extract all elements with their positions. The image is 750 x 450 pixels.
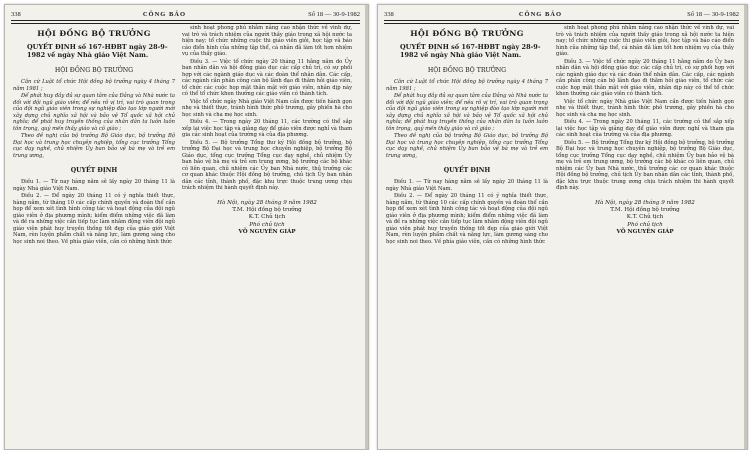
issue-number: Số 18 — 30-9-1982 xyxy=(687,10,739,18)
article-2: Điều 2. — Để ngày 20 tháng 11 có ý nghĩa thiết thực, hàng năm, từ tháng 10 các cấp chính quyền và đoàn thể cần họp để xem xét tình hình công tác và hoạt động của đội ngũ giáo viên ở địa phương mình; kiểm điểm những việc đã làm và đề ra những việc cần tiếp tục làm nhằm động viên đội ngũ giáo viên phát huy truyền thống tốt đẹp của giáo giới Việt Nam, rèn luyện phẩm chất và năng lực, làm gương sáng cho học sinh noi theo. Về phía giáo viên, cần có những hình thức xyxy=(13,193,175,245)
text-column-right xyxy=(556,25,734,237)
signatory-name: VÕ NGUYÊN GIÁP xyxy=(238,229,296,236)
text-column-left xyxy=(13,25,175,246)
preamble-paragraph-1: Để phát huy đầy đủ sự quan tâm của Đảng và Nhà nước ta đối với đội ngũ giáo viên; để nêu rõ vị trí, vai trò quan trọng của đội ngũ giáo viên trong sự nghiệp đào tạo lớp người mới xây dựng chủ nghĩa xã hội và bảo vệ Tổ quốc xã hội chủ nghĩa; để phát huy truyền thống của nhân dân ta luôn luôn tôn trọng, quý mến thầy giáo và cô giáo ; xyxy=(13,93,175,132)
article-2-continued: sinh hoạt phong phú nhằm nâng cao nhận thức về vinh dự, vai trò và trách nhiệm của người thầy giáo trong xã hội nước ta hiện nay; tổ chức những cuộc thi giáo viên giỏi, học tập và báo cáo điển hình của những tập thể, cá nhân đã làm tốt hơn nhiệm vụ của thầy giáo. xyxy=(556,25,734,57)
decides-heading: QUYẾT ĐỊNH xyxy=(70,167,118,174)
signature-role: K.T. Chủ tịch xyxy=(248,214,286,221)
page-number: 338 xyxy=(384,10,394,18)
page-number: 338 xyxy=(11,10,21,18)
page-header xyxy=(11,8,360,20)
gazette-page-right xyxy=(377,4,748,450)
header-rule xyxy=(384,20,739,24)
page-edge xyxy=(744,5,747,449)
gazette-page-left xyxy=(4,4,369,450)
signature-place-date: Hà Nội, ngày 28 tháng 9 năm 1982 xyxy=(595,199,695,206)
article-5: Điều 5. — Bộ trưởng Tổng thư ký Hội đồng bộ trưởng, bộ trưởng Bộ Đại học và trung học chuyên nghiệp, bộ trưởng Bộ Giáo dục, tổng cục trưởng Tổng cục dạy nghề, chủ nhiệm Ủy ban bảo vệ bà mẹ và trẻ em trung ương, bộ trưởng các bộ khác có liên quan, chủ nhiệm các Ủy ban Nhà nước, thủ trưởng các cơ quan khác thuộc Hội đồng bộ trưởng, chủ tịch Ủy ban nhân dân các tỉnh, thành phố, đặc khu trực thuộc trung ương chịu trách nhiệm thi hành quyết định này. xyxy=(556,139,734,191)
preamble-law: Căn cứ Luật tổ chức Hội đồng bộ trưởng ngày 4 tháng 7 năm 1981 ; xyxy=(13,79,175,92)
decision-title: QUYẾT ĐỊNH số 167-HĐBT ngày 28-9-1982 về ngày Nhà giáo Việt Nam. xyxy=(400,43,541,59)
decision-title: QUYẾT ĐỊNH số 167-HĐBT ngày 28-9-1982 về ngày Nhà giáo Việt Nam. xyxy=(27,43,168,59)
signature-body: T.M. Hội đồng bộ trưởng xyxy=(610,206,680,213)
signature-role: K.T. Chủ tịch xyxy=(626,214,664,221)
signature-title: Phó chủ tịch xyxy=(249,221,285,228)
signature-block xyxy=(556,200,734,237)
org-title: HỘI ĐỒNG BỘ TRƯỞNG xyxy=(37,29,151,38)
article-3-continued: Việc tổ chức ngày Nhà giáo Việt Nam cần được tiến hành gọn nhẹ và thiết thực, tránh hình thức phô trương, gây phiền hà cho học sinh và cha mẹ học sinh. xyxy=(182,98,352,118)
gazette-title: CÔNG BÁO xyxy=(142,10,187,18)
page-header xyxy=(384,8,739,20)
preamble-paragraph-1: Để phát huy đầy đủ sự quan tâm của Đảng và Nhà nước ta đối với đội ngũ giáo viên; để nêu rõ vị trí, vai trò quan trọng của đội ngũ giáo viên trong sự nghiệp đào tạo lớp người mới xây dựng chủ nghĩa xã hội và bảo vệ Tổ quốc xã hội chủ nghĩa; để phát huy truyền thống của nhân dân ta luôn luôn tôn trọng, quý mến thầy giáo và cô giáo ; xyxy=(386,93,548,132)
body-heading: HỘI ĐỒNG BỘ TRƯỞNG xyxy=(427,67,507,74)
signature-block xyxy=(182,200,352,237)
text-column-left xyxy=(386,25,548,246)
gazette-title: CÔNG BÁO xyxy=(518,10,563,18)
preamble-paragraph-2: Theo đề nghị của bộ trưởng Bộ Giáo dục, bộ trưởng Bộ Đại học và trung học chuyên nghiệp, tổng cục trưởng Tổng cục dạy nghề, chủ nhiệm Ủy ban bảo vệ bà mẹ và trẻ em trung ương, xyxy=(13,133,175,159)
preamble-law: Căn cứ Luật tổ chức Hội đồng bộ trưởng ngày 4 tháng 7 năm 1981 ; xyxy=(386,79,548,92)
page-edge xyxy=(365,5,368,449)
signatory-name: VÕ NGUYÊN GIÁP xyxy=(616,229,674,236)
preamble-paragraph-2: Theo đề nghị của bộ trưởng Bộ Giáo dục, bộ trưởng Bộ Đại học và trung học chuyên nghiệp, tổng cục trưởng Tổng cục dạy nghề, chủ nhiệm Ủy ban bảo vệ bà mẹ và trẻ em trung ương, xyxy=(386,133,548,159)
article-4: Điều 4. — Trong ngày 20 tháng 11, các trường có thể sắp xếp lại việc học tập và giảng dạy để giáo viên được nghỉ và tham gia các sinh hoạt của trường và của địa phương. xyxy=(556,119,734,138)
article-1: Điều 1. — Từ nay hàng năm sẽ lấy ngày 20 tháng 11 là ngày Nhà giáo Việt Nam. xyxy=(386,179,548,192)
issue-number: Số 18 — 30-9-1982 xyxy=(308,10,360,18)
body-heading: HỘI ĐỒNG BỘ TRƯỞNG xyxy=(54,67,134,74)
signature-body: T.M. Hội đồng bộ trưởng xyxy=(232,206,302,213)
article-2-continued: sinh hoạt phong phú nhằm nâng cao nhận thức về vinh dự, vai trò và trách nhiệm của người thầy giáo trong xã hội nước ta hiện nay; tổ chức những cuộc thi giáo viên giỏi, học tập và báo cáo điển hình của những tập thể, cá nhân đã làm tốt hơn nhiệm vụ của thầy giáo. xyxy=(182,25,352,57)
header-rule xyxy=(11,20,360,24)
org-title: HỘI ĐỒNG BỘ TRƯỞNG xyxy=(410,29,524,38)
signature-title: Phó chủ tịch xyxy=(627,221,663,228)
article-1: Điều 1. — Từ nay hàng năm sẽ lấy ngày 20 tháng 11 là ngày Nhà giáo Việt Nam. xyxy=(13,179,175,192)
text-column-right xyxy=(182,25,352,237)
article-5: Điều 5. — Bộ trưởng Tổng thư ký Hội đồng bộ trưởng, bộ trưởng Bộ Đại học và trung học chuyên nghiệp, bộ trưởng Bộ Giáo dục, tổng cục trưởng Tổng cục dạy nghề, chủ nhiệm Ủy ban bảo vệ bà mẹ và trẻ em trung ương, bộ trưởng các bộ khác có liên quan, chủ nhiệm các Ủy ban Nhà nước, thủ trưởng các cơ quan khác thuộc Hội đồng bộ trưởng, chủ tịch Ủy ban nhân dân các tỉnh, thành phố, đặc khu trực thuộc trung ương chịu trách nhiệm thi hành quyết định này. xyxy=(182,139,352,191)
article-4: Điều 4. — Trong ngày 20 tháng 11, các trường có thể sắp xếp lại việc học tập và giảng dạy để giáo viên được nghỉ và tham gia các sinh hoạt của trường và của địa phương. xyxy=(182,119,352,138)
article-3: Điều 3. — Việc tổ chức ngày 20 tháng 11 hằng năm do Ủy ban nhân dân và hội đồng giáo dục các cấp chủ trì, có sự phối hợp với các ngành giáo dục và các đoàn thể nhân dân. Các cấp, các ngành cần phân công cán bộ lãnh đạo đi thăm hỏi giáo viên, tổ chức các cuộc họp mặt thân mật với giáo viên, nhân dịp này có thể tổ chức khen thưởng các giáo viên có thành tích. xyxy=(182,58,352,97)
signature-place-date: Hà Nội, ngày 28 tháng 9 năm 1982 xyxy=(217,199,317,206)
article-3-continued: Việc tổ chức ngày Nhà giáo Việt Nam cần được tiến hành gọn nhẹ và thiết thực, tránh hình thức phô trương, gây phiền hà cho học sinh và cha mẹ học sinh. xyxy=(556,98,734,118)
decides-heading: QUYẾT ĐỊNH xyxy=(443,167,491,174)
article-2: Điều 2. — Để ngày 20 tháng 11 có ý nghĩa thiết thực, hàng năm, từ tháng 10 các cấp chính quyền và đoàn thể cần họp để xem xét tình hình công tác và hoạt động của đội ngũ giáo viên ở địa phương mình; kiểm điểm những việc đã làm và đề ra những việc cần tiếp tục làm nhằm động viên đội ngũ giáo viên phát huy truyền thống tốt đẹp của giáo giới Việt Nam, rèn luyện phẩm chất và năng lực, làm gương sáng cho học sinh noi theo. Về phía giáo viên, cần có những hình thức xyxy=(386,193,548,245)
article-3: Điều 3. — Việc tổ chức ngày 20 tháng 11 hằng năm do Ủy ban nhân dân và hội đồng giáo dục các cấp chủ trì, có sự phối hợp với các ngành giáo dục và các đoàn thể nhân dân. Các cấp, các ngành cần phân công cán bộ lãnh đạo đi thăm hỏi giáo viên, tổ chức các cuộc họp mặt thân mật với giáo viên, nhân dịp này có thể tổ chức khen thưởng các giáo viên có thành tích. xyxy=(556,58,734,97)
